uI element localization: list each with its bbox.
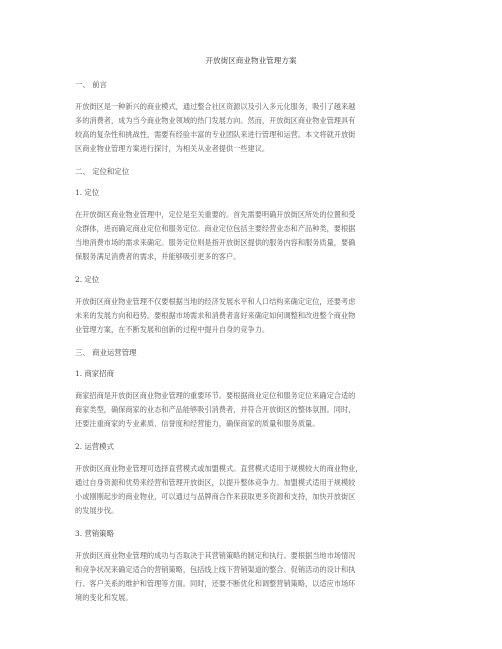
section-heading-preface: 一、 前言 xyxy=(75,80,107,89)
paragraph-line: 区商业物业管理方案进行探讨，为相关从业者提供一些建议。 xyxy=(75,144,270,153)
paragraph-positioning-2 xyxy=(75,295,427,337)
sub-heading-positioning-1: 1. 定位 xyxy=(75,188,100,197)
paragraph-line: 多的消费者，成为当今商业物业领域的热门发展方向。然而，开放街区商业物业管理具有 xyxy=(75,116,356,125)
paragraph-line: 开放街区是一种新兴的商业模式，通过整合社区资源以及引入多元化服务，吸引了越来越 xyxy=(75,102,356,111)
paragraph-line: 小或刚刚起步的商业物业，可以通过与品牌商合作来获取更多资源和支持，加快开放街区 xyxy=(75,492,356,501)
paragraph-line: 和竞争状况来确定适合的营销策略，包括线上线下营销渠道的整合、促销活动的设计和执 xyxy=(75,565,356,574)
paragraph-line: 保服务满足消费者的需求，并能够吸引更多的客户。 xyxy=(75,252,241,261)
paragraph-positioning-1 xyxy=(75,208,427,264)
paragraph-line: 开放街区商业物业管理的成功与否取决于其营销策略的制定和执行。要根据当地市场情况 xyxy=(75,551,356,560)
paragraph-line: 业管理方案，在不断发展和创新的过程中提升自身的竞争力。 xyxy=(75,325,270,334)
paragraph-line: 商家类型，确保商家的业态和产品能够吸引消费者，并符合开放街区的整体氛围。同时， xyxy=(75,405,356,414)
sub-heading-merchant-recruitment: 1. 商家招商 xyxy=(75,369,114,378)
sub-heading-operating-model: 2. 运营模式 xyxy=(75,442,114,451)
paragraph-line: 的发展步伐。 xyxy=(75,506,119,515)
paragraph-line: 通过自身资源和优势来经营和管理开放街区，以提升整体竞争力。加盟模式适用于规模较 xyxy=(75,478,356,487)
paragraph-line: 商家招商是开放街区商业物业管理的重要环节。要根据商业定位和服务定位来确定合适的 xyxy=(75,391,356,400)
paragraph-line: 在开放街区商业物业管理中，定位是至关重要的。首先需要明确开放街区所处的位置和受 xyxy=(75,210,356,219)
section-heading-positioning: 二、 定位和定位 xyxy=(75,167,130,176)
paragraph-line: 境的变化和发展。 xyxy=(75,593,133,602)
section-heading-operations: 三、 商业运营管理 xyxy=(75,348,137,357)
paragraph-preface xyxy=(75,100,427,156)
paragraph-line: 行、客户关系的维护和管理等方面。同时，还要不断优化和调整营销策略，以适应市场环 xyxy=(75,579,356,588)
document-title: 开放街区商业物业管理方案 xyxy=(205,56,297,65)
paragraph-line: 众群体，进而确定商业定位和服务定位。商业定位包括主要经营业态和产品种类，要根据 xyxy=(75,224,356,233)
paragraph-line: 较高的复杂性和挑战性，需要有经验丰富的专业团队来进行管理和运营。本文将就开放街 xyxy=(75,130,356,139)
paragraph-line: 开放街区商业物业管理可选择直营模式或加盟模式。直营模式适用于规模较大的商业物业， xyxy=(75,464,363,473)
sub-heading-positioning-2: 2. 定位 xyxy=(75,275,100,284)
paragraph-line: 当地消费市场的需求来确定。服务定位则是指开放街区提供的服务内容和服务质量，要确 xyxy=(75,238,356,247)
paragraph-operating-model xyxy=(75,462,427,518)
paragraph-marketing-strategy xyxy=(75,549,427,605)
paragraph-merchant-recruitment xyxy=(75,389,427,431)
paragraph-line: 开放街区商业物业管理不仅要根据当地的经济发展水平和人口结构来确定定位，还要考虑 xyxy=(75,297,356,306)
paragraph-line: 还要注重商家的专业素质、信誉度和经营能力，确保商家的质量和服务质量。 xyxy=(75,419,320,428)
document-body xyxy=(75,79,427,615)
sub-heading-marketing-strategy: 3. 营销策略 xyxy=(75,529,114,538)
paragraph-line: 未来的发展方向和趋势。要根据市场需求和消费者喜好来确定如何调整和改进整个商业物 xyxy=(75,311,356,320)
